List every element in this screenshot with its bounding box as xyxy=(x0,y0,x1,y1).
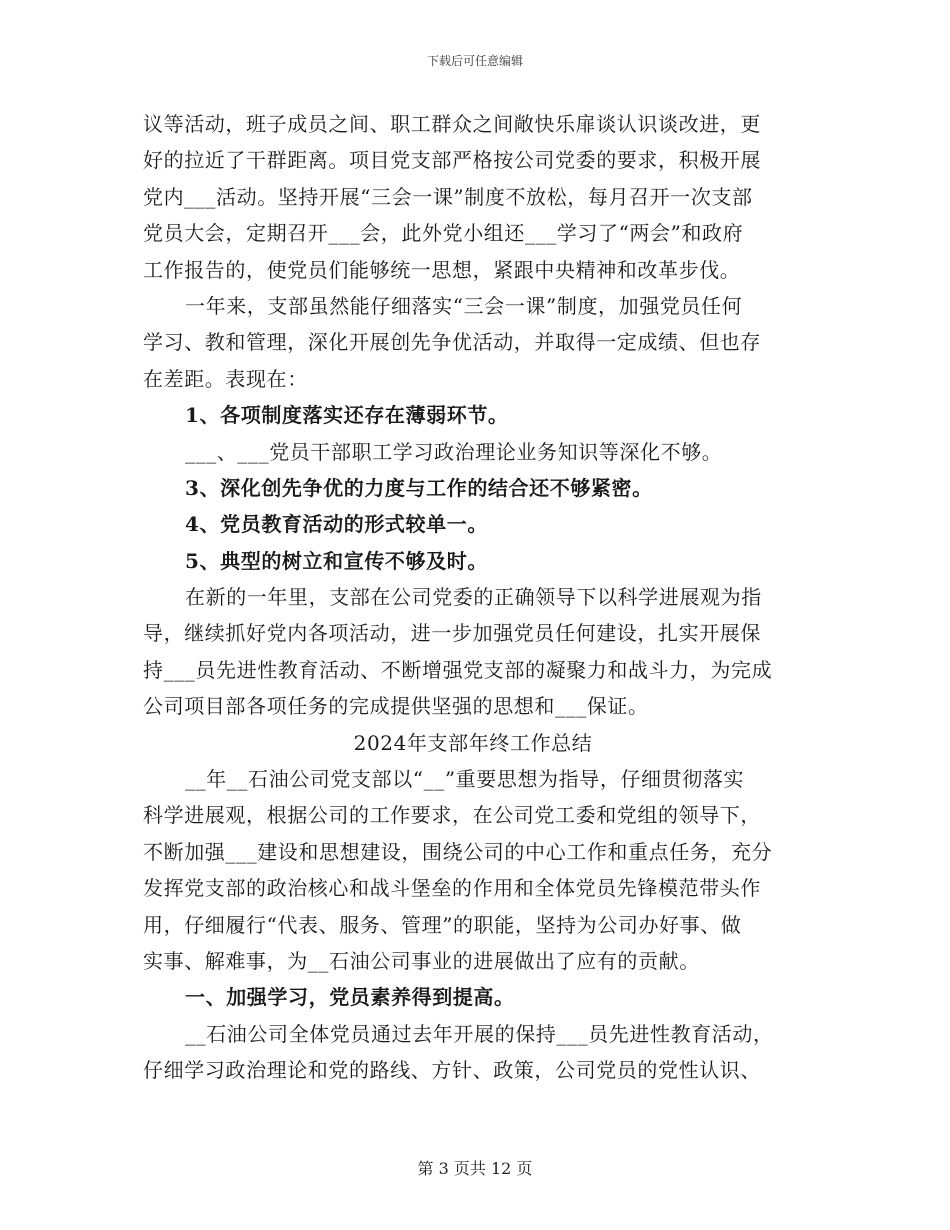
list-item: ___、___党员干部职工学习政治理论业务知识等深化不够。 xyxy=(185,439,723,464)
list-item-heading: 5、典型的树立和宣传不够及时。 xyxy=(185,548,488,573)
body-line: 公司项目部各项任务的完成提供坚强的思想和___保证。 xyxy=(143,694,649,719)
body-line: 议等活动，班子成员之间、职工群众之间敞快乐扉谈认识谈改进，更 xyxy=(143,112,761,136)
body-line: 好的拉近了干群距离。项目党支部严格按公司党委的要求，积极开展 xyxy=(143,148,761,173)
page-number-footer: 第 3 页共 12 页 xyxy=(417,1159,533,1178)
body-line: 不断加强___建设和思想建设，围绕公司的中心工作和重点任务，充分 xyxy=(143,839,773,864)
body-line: 党内___活动。坚持开展“三会一课”制度不放松，每月召开一次支部 xyxy=(143,184,753,209)
body-line: 一年来，支部虽然能仔细落实“三会一课”制度，加强党员任何 xyxy=(185,293,743,318)
body-line: 发挥党支部的政治核心和战斗堡垒的作用和全体党员先锋模范带头作 xyxy=(143,876,761,901)
body-line: 学习、教和管理，深化开展创先争优活动，并取得一定成绩、但也存 xyxy=(143,330,761,355)
body-line: 工作报告的，使党员们能够统一思想，紧跟中央精神和改革步伐。 xyxy=(143,257,741,282)
body-line: 党员大会，定期召开___会，此外党小组还___学习了“两会”和政府 xyxy=(143,221,744,246)
body-line: __年__石油公司党支部以“__”重要思想为指导，仔细贯彻落实 xyxy=(185,767,745,792)
document-body xyxy=(143,106,803,1089)
body-line: __石油公司全体党员通过去年开展的保持___员先进性教育活动， xyxy=(185,1021,774,1046)
list-item-heading: 4、党员教育活动的形式较单一。 xyxy=(185,512,488,537)
body-line: 导，继续抓好党内各项活动，进一步加强党员任何建设，扎实开展保 xyxy=(143,621,761,646)
body-line: 在新的一年里，支部在公司党委的正确领导下以科学进展观为指 xyxy=(185,585,762,610)
body-line: 仔细学习政治理论和党的路线、方针、政策，公司党员的党性认识、 xyxy=(143,1058,761,1083)
subsection-heading: 一、加强学习，党员素养得到提高。 xyxy=(185,985,515,1010)
list-item-heading: 1、各项制度落实还存在薄弱环节。 xyxy=(185,403,509,428)
section-title: 2024年支部年终工作总结 xyxy=(353,730,593,755)
body-line: 持___员先进性教育活动、不断增强党支部的凝聚力和战斗力，为完成 xyxy=(143,657,773,682)
body-line: 科学进展观，根据公司的工作要求，在公司党工委和党组的领导下， xyxy=(143,803,761,828)
list-item-heading: 3、深化创先争优的力度与工作的结合还不够紧密。 xyxy=(185,475,653,500)
body-line: 实事、解难事，为__石油公司事业的进展做出了应有的贡献。 xyxy=(143,948,700,973)
body-line: 用，仔细履行“代表、服务、管理”的职能，坚持为公司办好事、做 xyxy=(143,912,742,937)
body-line: 在差距。表现在： xyxy=(143,366,308,391)
page-header-note: 下载后可任意编辑 xyxy=(426,54,523,68)
